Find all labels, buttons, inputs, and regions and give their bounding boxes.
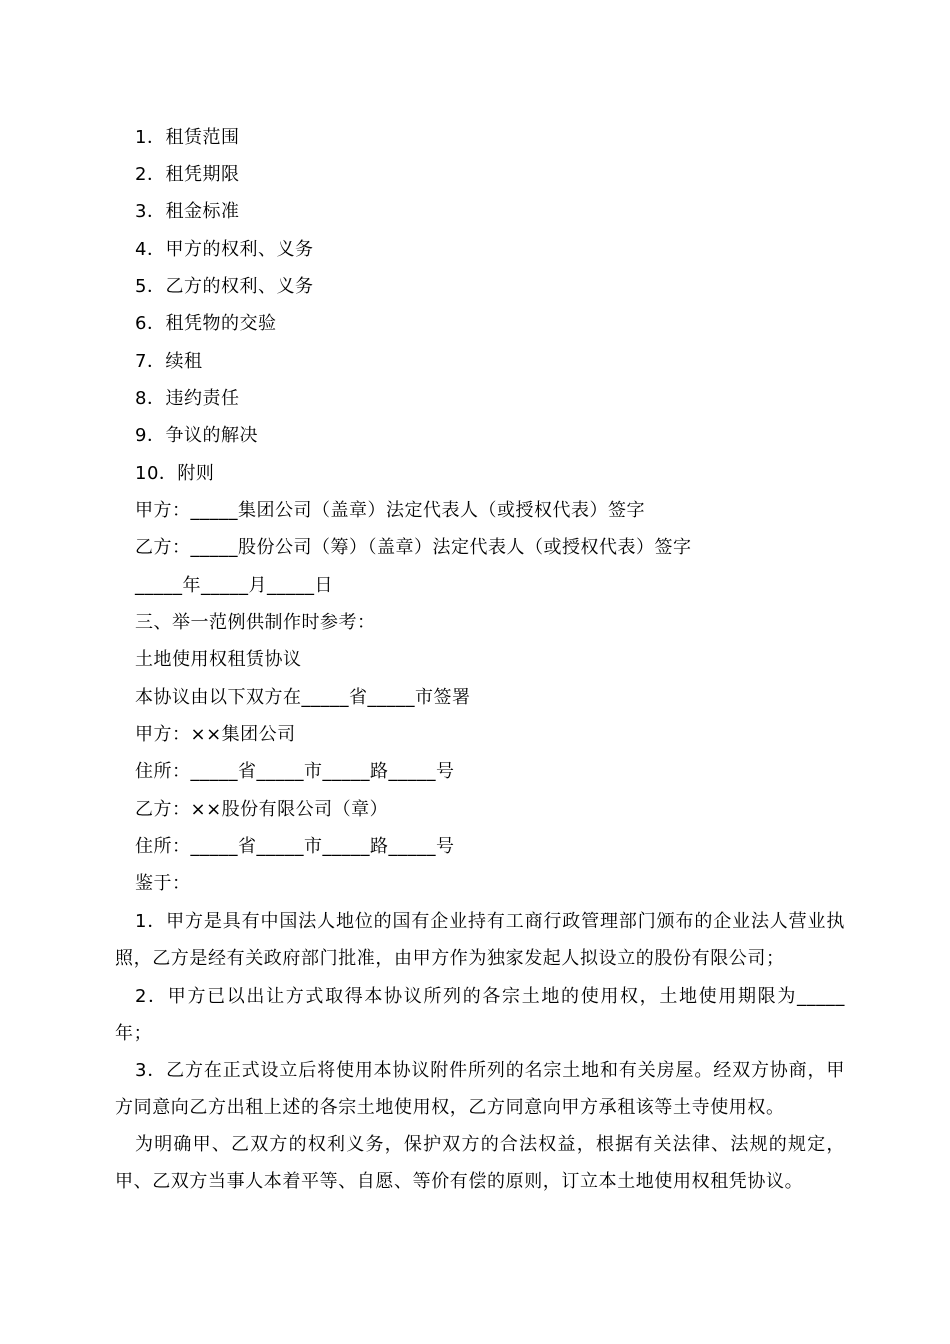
party-b-signature-line: 乙方：_____股份公司（筹）（盖章）法定代表人（或授权代表）签字 xyxy=(135,537,692,558)
agreement-title: 土地使用权租赁协议 xyxy=(135,649,302,670)
list-item: 2．租凭期限 xyxy=(135,164,240,185)
date-line: _____年_____月_____日 xyxy=(135,575,333,596)
list-item: 1．租赁范围 xyxy=(135,127,240,148)
paragraph: 2．甲方已以出让方式取得本协议所列的各宗土地的使用权，土地使用期限为_____年； xyxy=(115,986,845,1044)
list-item: 6．租凭物的交验 xyxy=(135,313,277,334)
list-item: 4．甲方的权利、义务 xyxy=(135,239,314,260)
paragraph: 为明确甲、乙双方的权利义务，保护双方的合法权益，根据有关法律、法规的规定，甲、乙双方当事人本着平等、自愿、等价有偿的原则，订立本土地使用权租凭协议。 xyxy=(115,1134,845,1192)
paragraph: 1．甲方是具有中国法人地位的国有企业持有工商行政管理部门颁布的企业法人营业执照，乙方是经有关政府部门批准，由甲方作为独家发起人拟设立的股份有限公司； xyxy=(115,911,845,969)
party-a-signature-line: 甲方：_____集团公司（盖章）法定代表人（或授权代表）签字 xyxy=(135,500,645,521)
list-item: 5．乙方的权利、义务 xyxy=(135,276,314,297)
list-item: 8．违约责任 xyxy=(135,388,240,409)
party-a-name: 甲方：××集团公司 xyxy=(135,724,296,745)
party-b-address: 住所：_____省_____市_____路_____号 xyxy=(135,836,455,857)
list-item: 7．续租 xyxy=(135,351,203,372)
list-item: 9．争议的解决 xyxy=(135,425,258,446)
example-heading: 三、举一范例供制作时参考： xyxy=(135,612,376,633)
list-item: 3．租金标准 xyxy=(135,201,240,222)
signing-place: 本协议由以下双方在_____省_____市签署 xyxy=(135,687,471,708)
paragraph: 3．乙方在正式设立后将使用本协议附件所列的名宗土地和有关房屋。经双方协商，甲方同意向乙方出租上述的各宗土地使用权，乙方同意向甲方承租该等土寺使用权。 xyxy=(115,1060,845,1118)
party-b-name: 乙方：××股份有限公司（章） xyxy=(135,799,389,820)
list-item: 10．附则 xyxy=(135,463,215,484)
party-a-address: 住所：_____省_____市_____路_____号 xyxy=(135,761,455,782)
whereas-heading: 鉴于： xyxy=(135,873,191,894)
